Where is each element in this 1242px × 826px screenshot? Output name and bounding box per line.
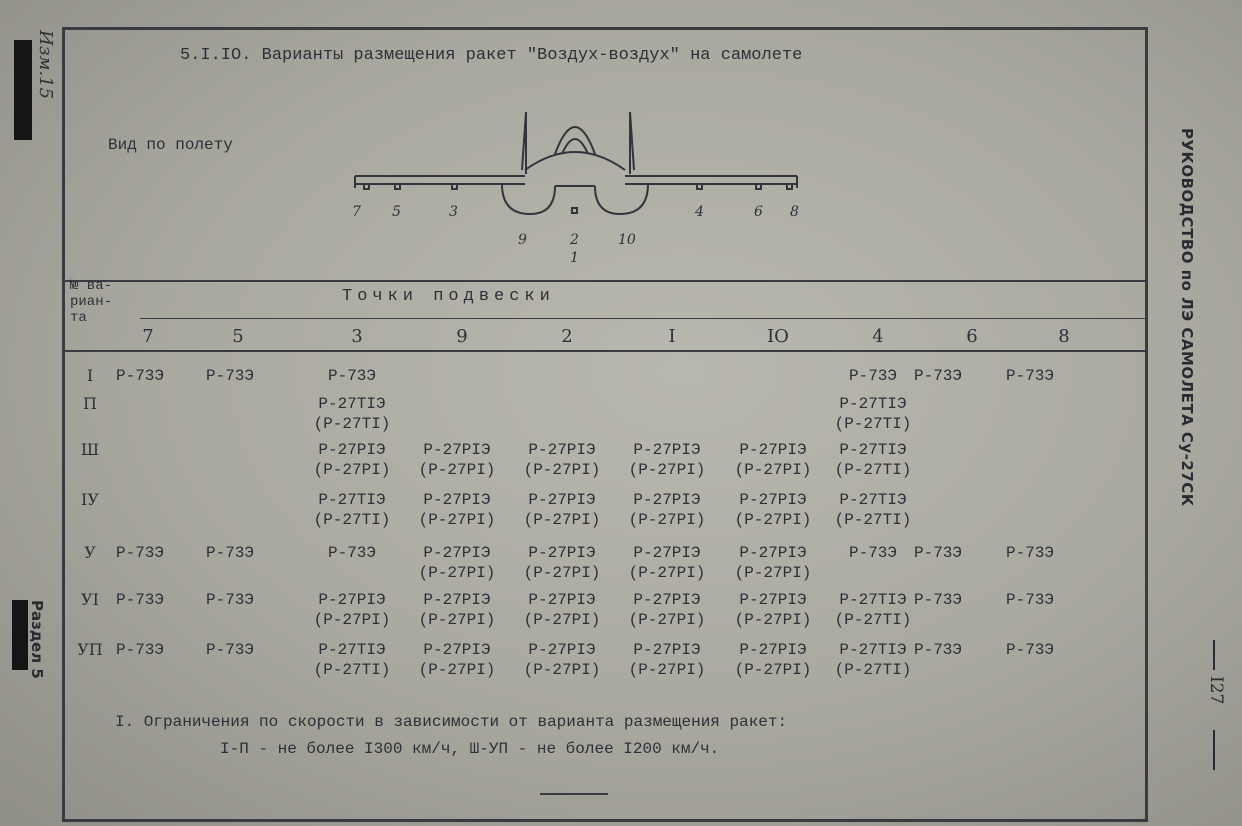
table-header-divider (62, 350, 1148, 352)
missile-label: Р-27ТIЭ (839, 591, 907, 609)
section-label: Раздел 5 (28, 600, 46, 679)
diagram-point-6: 6 (754, 204, 763, 220)
missile-label: (Р-27РI) (628, 564, 706, 582)
missile-label: Р-27РIЭ (528, 491, 596, 509)
missile-label: Р-27ТIЭ (839, 441, 907, 459)
diagram-point-7: 7 (352, 204, 361, 220)
missile-label: Р-27ТIЭ (318, 641, 386, 659)
page-dash-top (1213, 640, 1215, 670)
missile-cell (509, 490, 615, 530)
column-header: 5 (232, 326, 244, 347)
missile-cell (720, 590, 826, 630)
missile-cell (206, 640, 312, 660)
diagram-point-4: 4 (695, 204, 704, 220)
missile-label: (Р-27РI) (523, 511, 601, 529)
missile-cell (720, 490, 826, 530)
missile-cell (1006, 366, 1112, 386)
diagram-point-9: 9 (518, 232, 527, 248)
missile-label: Р-27РIЭ (528, 591, 596, 609)
missile-label: Р-73Э (1006, 591, 1055, 609)
variant-number: IУ (81, 490, 99, 509)
missile-cell (820, 490, 926, 530)
missile-label: Р-73Э (914, 591, 963, 609)
header-divider (62, 280, 1148, 282)
missile-label: (Р-27РI) (734, 511, 812, 529)
points-header-divider (140, 318, 1148, 319)
diagram-point-5: 5 (392, 204, 401, 220)
speed-note-values: I-П - не более I300 км/ч, Ш-УП - не более I200 км/ч. (220, 740, 720, 758)
missile-label: Р-73Э (206, 367, 255, 385)
missile-cell (820, 640, 926, 680)
missile-cell (299, 394, 405, 434)
missile-label: Р-27РIЭ (739, 641, 807, 659)
missile-label: (Р-27РI) (628, 461, 706, 479)
missile-cell (914, 366, 1020, 386)
missile-cell (720, 440, 826, 480)
missile-label: Р-73Э (116, 591, 165, 609)
missile-label: (Р-27РI) (418, 611, 496, 629)
missile-label: (Р-27РI) (313, 611, 391, 629)
variant-number: Ш (80, 440, 100, 459)
page-title: 5.I.IO. Варианты размещения ракет "Воздух-воздух" на самолете (180, 46, 803, 65)
missile-cell (914, 590, 1020, 610)
missile-label: Р-27РIЭ (739, 544, 807, 562)
missile-cell (820, 394, 926, 434)
missile-label: Р-27РIЭ (739, 491, 807, 509)
missile-label: (Р-27РI) (628, 661, 706, 679)
points-header: Точки подвески (342, 287, 555, 306)
missile-label: Р-27РIЭ (423, 491, 491, 509)
missile-label: (Р-27РI) (418, 661, 496, 679)
missile-label: Р-73Э (1006, 367, 1055, 385)
view-label: Вид по полету (108, 136, 233, 154)
missile-label: (Р-27РI) (523, 461, 601, 479)
missile-cell (820, 590, 926, 630)
missile-label: (Р-27РI) (523, 611, 601, 629)
missile-cell (404, 640, 510, 680)
variant-number: У (84, 543, 96, 562)
column-header: 4 (872, 326, 884, 347)
missile-label: Р-73Э (206, 641, 255, 659)
missile-label: Р-27РIЭ (423, 441, 491, 459)
missile-cell (820, 440, 926, 480)
missile-label: Р-73Э (206, 591, 255, 609)
missile-cell (914, 640, 1020, 660)
missile-label: Р-27РIЭ (528, 544, 596, 562)
missile-cell (509, 590, 615, 630)
missile-cell (299, 490, 405, 530)
missile-label: Р-27РIЭ (423, 591, 491, 609)
missile-label: Р-73Э (116, 641, 165, 659)
missile-label: Р-27ТIЭ (318, 491, 386, 509)
missile-label: Р-27ТIЭ (839, 395, 907, 413)
variant-header-line: риан- (70, 294, 113, 310)
missile-label: (Р-27РI) (418, 511, 496, 529)
missile-cell (1006, 640, 1112, 660)
missile-cell (299, 440, 405, 480)
missile-label: Р-27РIЭ (633, 544, 701, 562)
missile-label: (Р-27ТI) (834, 461, 912, 479)
missile-label: (Р-27РI) (734, 461, 812, 479)
variant-number: УП (77, 640, 103, 659)
missile-label: (Р-27ТI) (834, 511, 912, 529)
missile-label: Р-73Э (327, 544, 376, 562)
column-header: 9 (456, 326, 468, 347)
missile-label: (Р-27ТI) (313, 511, 391, 529)
diagram-point-2: 2 (570, 232, 579, 248)
missile-cell (1006, 590, 1112, 610)
missile-cell (509, 543, 615, 583)
missile-label: Р-73Э (327, 367, 376, 385)
missile-label: (Р-27РI) (734, 564, 812, 582)
missile-label: Р-27РIЭ (633, 641, 701, 659)
missile-label: Р-27РIЭ (633, 441, 701, 459)
diagram-point-1: 1 (570, 250, 579, 266)
missile-label: (Р-27РI) (523, 661, 601, 679)
missile-label: (Р-27РI) (628, 611, 706, 629)
missile-cell (206, 366, 312, 386)
missile-label: (Р-27РI) (734, 611, 812, 629)
missile-label: Р-73Э (1006, 641, 1055, 659)
missile-cell (614, 543, 720, 583)
margin-tab-bottom (12, 600, 28, 670)
missile-cell (614, 590, 720, 630)
column-header: 3 (351, 326, 363, 347)
page-dash-bottom (1213, 730, 1215, 770)
variant-number-header (70, 278, 130, 326)
variant-header-line: та (70, 310, 87, 326)
diagram-point-10: 10 (618, 232, 636, 248)
missile-label: (Р-27РI) (734, 661, 812, 679)
missile-cell (614, 440, 720, 480)
missile-cell (299, 366, 405, 386)
missile-label: Р-73Э (914, 544, 963, 562)
missile-cell (820, 543, 926, 563)
aircraft-front-view (350, 104, 810, 268)
missile-cell (820, 366, 926, 386)
missile-label: Р-73Э (206, 544, 255, 562)
missile-cell (509, 640, 615, 680)
missile-label: Р-27ТIЭ (318, 395, 386, 413)
variant-number: УI (81, 590, 99, 609)
missile-label: Р-27РIЭ (423, 544, 491, 562)
missile-label: Р-73Э (848, 367, 897, 385)
missile-cell (299, 543, 405, 563)
missile-label: Р-73Э (1006, 544, 1055, 562)
speed-note-title: I. Ограничения по скорости в зависимости от варианта размещения ракет: (115, 713, 788, 731)
diagram-point-3: 3 (449, 204, 458, 220)
missile-cell (720, 640, 826, 680)
aircraft-diagram (350, 104, 810, 268)
missile-label: (Р-27РI) (313, 461, 391, 479)
missile-cell (404, 490, 510, 530)
column-header: 7 (142, 326, 154, 347)
end-divider (540, 793, 608, 795)
missile-label: (Р-27ТI) (313, 661, 391, 679)
missile-label: (Р-27ТI) (834, 661, 912, 679)
missile-cell (299, 640, 405, 680)
missile-cell (404, 543, 510, 583)
missile-cell (1006, 543, 1112, 563)
variant-header-line: № ва- (70, 278, 113, 294)
missile-cell (614, 640, 720, 680)
missile-label: Р-27РIЭ (633, 491, 701, 509)
page-number: I27 (1206, 676, 1226, 705)
missile-cell (914, 543, 1020, 563)
revision-label: Изм.15 (35, 30, 56, 100)
missile-label: Р-27РIЭ (739, 441, 807, 459)
missile-label: (Р-27ТI) (834, 611, 912, 629)
column-header: I (668, 326, 676, 347)
column-header: 2 (561, 326, 573, 347)
column-header: 8 (1058, 326, 1070, 347)
missile-label: Р-27РIЭ (318, 591, 386, 609)
missile-cell (206, 590, 312, 610)
missile-label: Р-27РIЭ (423, 641, 491, 659)
diagram-point-8: 8 (790, 204, 799, 220)
missile-cell (720, 543, 826, 583)
variant-number: П (83, 394, 97, 413)
missile-label: Р-73Э (116, 544, 165, 562)
manual-title: РУКОВОДСТВО по ЛЭ САМОЛЕТА Су-27СК (1178, 128, 1196, 507)
missile-label: Р-73Э (914, 367, 963, 385)
missile-cell (509, 440, 615, 480)
missile-label: (Р-27РI) (523, 564, 601, 582)
missile-label: Р-27РIЭ (739, 591, 807, 609)
missile-label: Р-27РIЭ (528, 641, 596, 659)
missile-cell (404, 440, 510, 480)
missile-label: Р-27РIЭ (528, 441, 596, 459)
column-header: IO (767, 326, 789, 347)
missile-cell (206, 543, 312, 563)
missile-label: (Р-27РI) (418, 461, 496, 479)
missile-label: Р-73Э (848, 544, 897, 562)
missile-label: (Р-27РI) (418, 564, 496, 582)
missile-cell (404, 590, 510, 630)
column-header: 6 (966, 326, 978, 347)
missile-cell (299, 590, 405, 630)
missile-label: (Р-27РI) (628, 511, 706, 529)
missile-label: Р-73Э (914, 641, 963, 659)
missile-label: Р-73Э (116, 367, 165, 385)
missile-label: Р-27РIЭ (318, 441, 386, 459)
missile-label: Р-27РIЭ (633, 591, 701, 609)
left-margin (0, 0, 62, 826)
missile-label: Р-27ТIЭ (839, 641, 907, 659)
missile-label: Р-27ТIЭ (839, 491, 907, 509)
missile-label: (Р-27ТI) (834, 415, 912, 433)
variant-number: I (86, 366, 94, 385)
missile-label: (Р-27ТI) (313, 415, 391, 433)
missile-cell (614, 490, 720, 530)
